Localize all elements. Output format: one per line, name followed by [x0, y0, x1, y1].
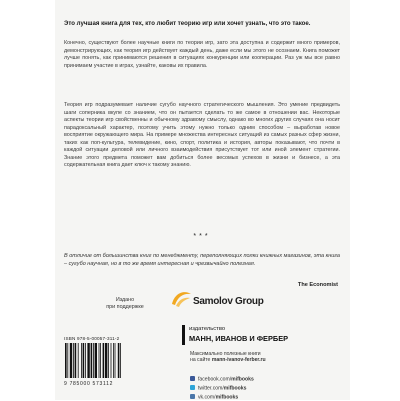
barcode-bar	[105, 343, 107, 378]
facebook-prefix: facebook.com/	[198, 376, 232, 383]
tagline-line-2	[190, 357, 266, 363]
barcode-bar	[65, 343, 67, 378]
barcode-digits: 9 785000 573112	[64, 381, 114, 387]
twitter-prefix: twitter.com/	[198, 385, 224, 392]
tagline-line-2-text: на сайте	[190, 357, 211, 364]
barcode-bar	[75, 343, 77, 378]
review-quote: В отличие от большинства книг по менеджменту, переполняющих полки книжных магазинов, эта книга – сугубо научная, но в то же время интересная и чрезвычайно полезная.	[64, 253, 340, 267]
barcode-bar	[115, 343, 116, 378]
barcode-bar	[111, 343, 112, 378]
swirl-logo-icon	[170, 289, 192, 309]
barcode-bar	[78, 343, 79, 378]
barcode-bar	[95, 343, 97, 378]
published-with-line: Издано	[115, 297, 135, 303]
quote-source: The Economist	[297, 282, 338, 288]
barcode-bar	[100, 343, 101, 378]
barcode-bar	[81, 343, 82, 378]
publisher-bracket	[182, 325, 185, 345]
publisher-label: издательство	[189, 326, 226, 332]
barcode-bar	[83, 343, 85, 378]
barcode-bar	[108, 343, 109, 378]
published-with-label	[100, 297, 150, 311]
twitter-handle: mifbooks	[223, 385, 247, 392]
tagline-line-1: Максимально полезные книги	[190, 351, 261, 357]
published-with-line: при поддержке	[106, 304, 144, 310]
social-facebook[interactable]	[190, 376, 254, 383]
section-separator: ***	[193, 233, 211, 240]
barcode-bar	[113, 343, 114, 378]
barcode-bar	[118, 343, 120, 378]
facebook-icon	[190, 376, 195, 381]
barcode-bar	[70, 343, 72, 378]
barcode-bar	[85, 343, 86, 378]
barcode-bar	[93, 343, 94, 378]
social-twitter[interactable]	[190, 385, 246, 392]
vk-icon	[190, 394, 195, 399]
vk-prefix: vk.com/	[198, 394, 216, 401]
description-paragraph-2: Теория игр подразумевает наличие сугубо научного стратегического мышления. Это умение предвидеть шаги соперника вкупе со знанием, что он пытается сделать то же самое в отношении вас. Некоторые аспекты теории игр свойственны и обычному здравому смыслу, однако во многих других случаях она носит парадоксальный характер, поэтому учить этому нужно только одним способом – выработав новое восприятие окружающего мира. На примере множества интересных ситуаций из самых разных сфер жизни, таких как поп-культура, телевидение, кино, спорт, политика и история, авторы показывают, что почти в каждой ситуации деловой или личного взаимодействия присутствует тот или иной элемент стратегии. Знание этого предмета поможет вам добиться более весомых успехов в жизни и бизнесе, а эта содержательная книга дает ключ к такому знанию.	[64, 102, 340, 169]
isbn: ISBN 978-5-00057-311-2	[64, 336, 120, 341]
facebook-handle: mifbooks	[231, 376, 254, 383]
barcode-bar	[91, 343, 93, 378]
barcode-bar	[120, 343, 121, 378]
barcode-bar	[73, 343, 74, 378]
barcode-bar	[103, 343, 105, 378]
description-paragraph-1: Конечно, существуют более научные книги по теории игр, зато эта доступна и содержит много примеров, демонстрирующих, как теория игр действует каждый день, даже если мы этого не осознаем. Книга поможет лучше понять, как принимаются решения в ситуациях конкуренции или кооперации. Раз уж мы все равно принимаем участие в играх, узнайте, каковы их правила.	[64, 40, 340, 69]
publisher-name: МАНН, ИВАНОВ И ФЕРБЕР	[189, 334, 289, 343]
barcode	[64, 343, 148, 378]
twitter-icon	[190, 385, 195, 390]
sponsor-name: Samolov Group	[193, 296, 264, 307]
publisher-tagline	[190, 351, 266, 364]
vk-handle: mifbooks	[215, 394, 239, 401]
publisher-url[interactable]: mann-ivanov-ferber.ru	[211, 357, 266, 364]
barcode-bar	[67, 343, 68, 378]
barcode-bar	[99, 343, 100, 378]
lead-text: Это лучшая книга для тех, кто любит теорию игр или хочет узнать, что это такое.	[64, 20, 311, 27]
barcode-bar	[87, 343, 89, 378]
